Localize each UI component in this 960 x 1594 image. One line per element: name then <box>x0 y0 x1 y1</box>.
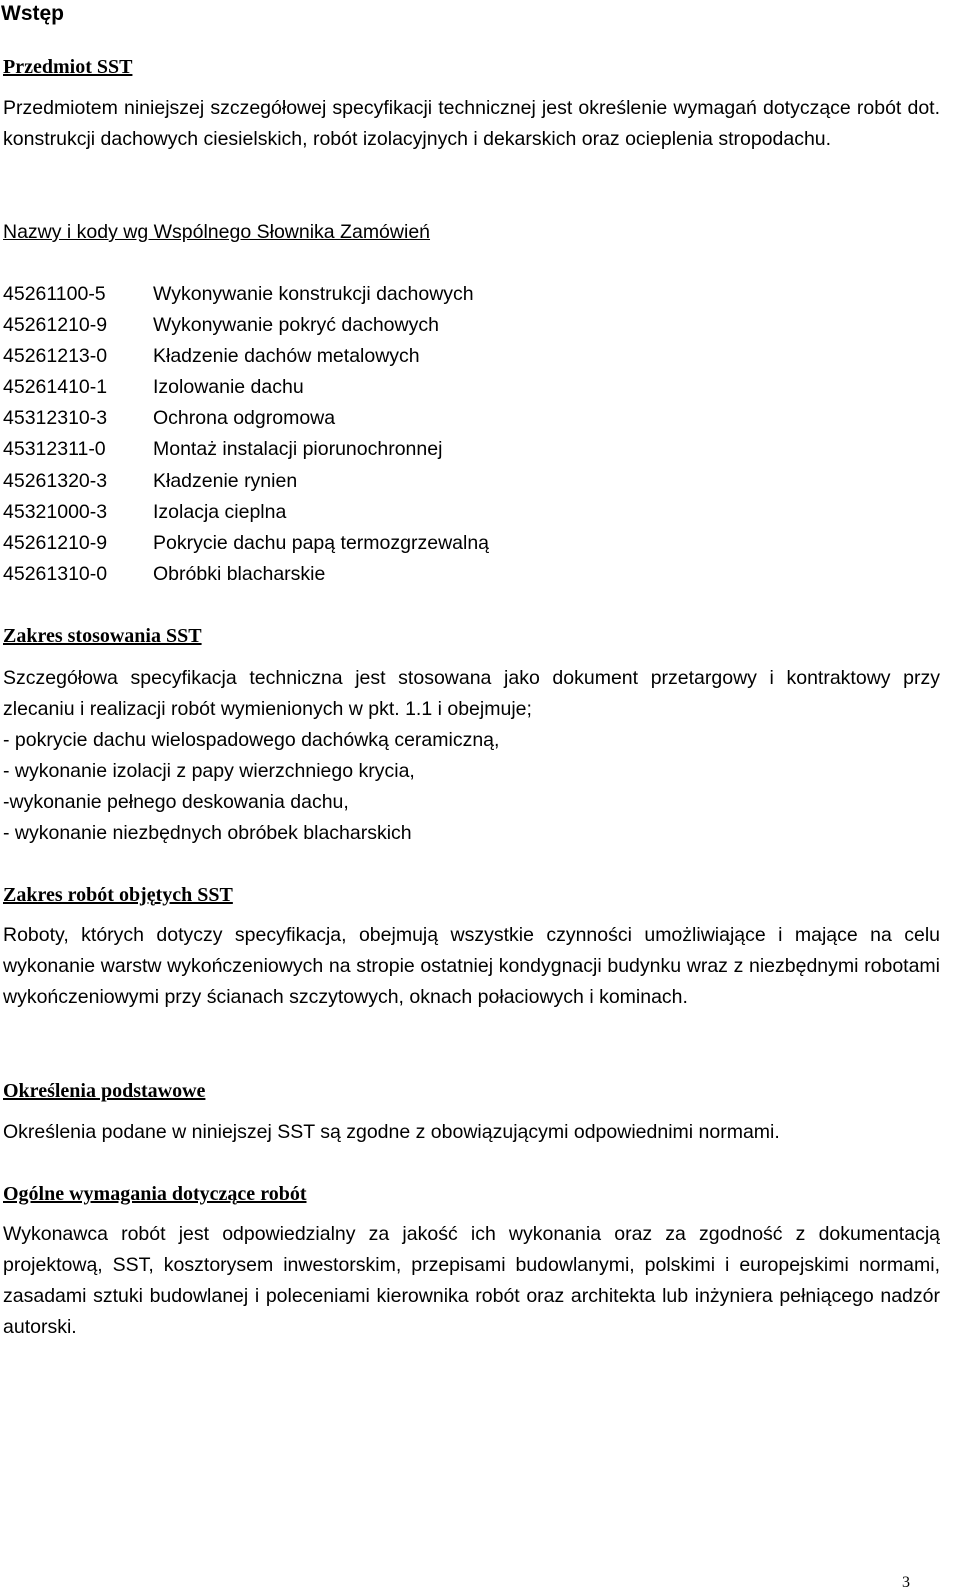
section-text-zakres-stosowania: Szczegółowa specyfikacja techniczna jest stosowana jako dokument przetargowy i kontraktowy przy zlecaniu i realizacji robót wymienionych w pkt. 1.1 i obejmuje; <box>3 667 940 720</box>
codes-list <box>3 279 489 590</box>
code-value: 45261210-9 <box>3 531 108 554</box>
code-value: 45261210-9 <box>3 314 108 337</box>
code-value: 45261100-5 <box>3 283 106 305</box>
code-row <box>3 372 489 403</box>
section-text-wymagania: Wykonawca robót jest odpowiedzialny za jakość ich wykonania oraz za zgodność z dokumentacją projektową, SST, kosztorysem inwestorskim, przepisami budowlanymi, polskimi i europejskimi normami, zasadami sztuki budowlanej i poleceniami kierownika robót oraz architekta lub inżyniera pełniącego nadzór autorski. <box>3 1223 940 1338</box>
code-name: Izolacja cieplna <box>153 500 287 523</box>
page-number: 3 <box>902 1574 910 1591</box>
code-value: 45312311-0 <box>3 438 106 461</box>
section-heading-zakres-stosowania: Zakres stosowania SST <box>3 625 202 647</box>
scope-list <box>3 725 499 849</box>
code-name: Izolowanie dachu <box>153 376 304 399</box>
list-item: -wykonanie pełnego deskowania dachu, <box>3 791 349 813</box>
code-name: Kładzenie dachów metalowych <box>153 345 420 368</box>
code-value: 45261410-1 <box>3 376 108 399</box>
code-name: Wykonywanie konstrukcji dachowych <box>153 283 474 305</box>
code-value: 45261320-3 <box>3 469 108 492</box>
code-name: Obróbki blacharskie <box>153 562 326 585</box>
document-title: Wstęp <box>1 2 64 25</box>
section-text-okreslenia: Określenia podane w niniejszej SST są zgodne z obowiązującymi odpowiednimi normami. <box>3 1121 780 1143</box>
code-row <box>3 559 489 590</box>
list-item: - wykonanie izolacji z papy wierzchniego krycia, <box>3 760 415 782</box>
code-row <box>3 279 489 310</box>
section-heading-wymagania: Ogólne wymagania dotyczące robót <box>3 1183 307 1205</box>
code-name: Wykonywanie pokryć dachowych <box>153 314 439 337</box>
code-name: Pokrycie dachu papą termozgrzewalną <box>153 531 490 554</box>
code-row <box>3 434 489 465</box>
section-heading-okreslenia: Określenia podstawowe <box>3 1080 206 1102</box>
code-value: 45321000-3 <box>3 500 108 523</box>
code-value: 45312310-3 <box>3 407 108 430</box>
code-row <box>3 497 489 528</box>
code-row <box>3 310 489 341</box>
code-row <box>3 466 489 497</box>
section-text-przedmiot: Przedmiotem niniejszej szczegółowej specyfikacji technicznej jest określenie wymagań dotyczące robót dot. konstrukcji dachowych ciesielskich, robót izolacyjnych i dekarskich oraz ocieplenia stropodachu. <box>3 97 940 150</box>
list-item: - wykonanie niezbędnych obróbek blacharskich <box>3 822 412 844</box>
section-heading-przedmiot: Przedmiot SST <box>3 56 133 78</box>
code-value: 45261310-0 <box>3 562 108 585</box>
code-value: 45261213-0 <box>3 345 108 368</box>
codes-heading: Nazwy i kody wg Wspólnego Słownika Zamówień <box>3 221 431 243</box>
code-row <box>3 528 489 559</box>
list-item: - pokrycie dachu wielospadowego dachówką ceramiczną, <box>3 729 500 751</box>
code-name: Montaż instalacji piorunochronnej <box>153 438 443 461</box>
code-name: Kładzenie rynien <box>153 469 298 492</box>
code-row <box>3 403 489 434</box>
section-text-zakres-robot: Roboty, których dotyczy specyfikacja, obejmują wszystkie czynności umożliwiające i mające na celu wykonanie warstw wykończeniowych na stropie ostatniej kondygnacji budynku wraz z niezbędnymi robotami wykończeniowymi przy ścianach szczytowych, oknach połaciowych i kominach. <box>3 924 940 1008</box>
code-row <box>3 341 489 372</box>
section-heading-zakres-robot: Zakres robót objętych SST <box>3 884 233 906</box>
code-name: Ochrona odgromowa <box>153 407 336 430</box>
